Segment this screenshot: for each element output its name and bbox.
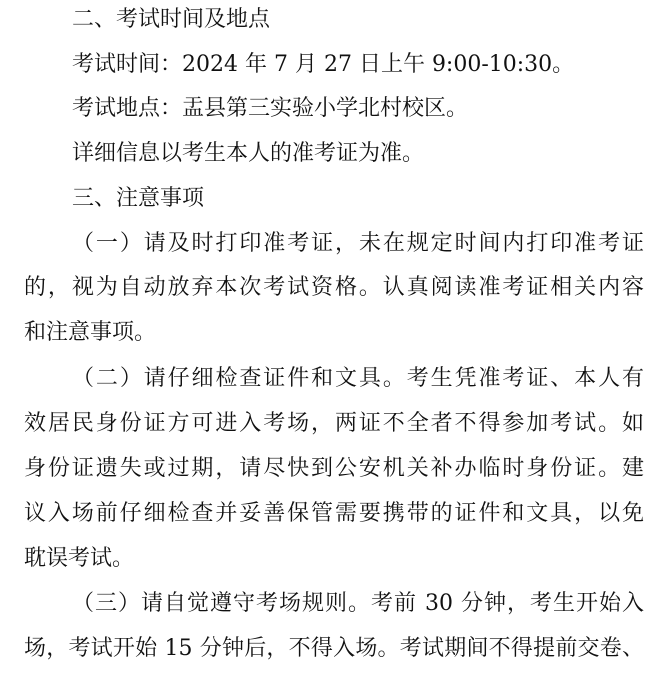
detail-note: 详细信息以考生本人的准考证为准。 — [72, 141, 425, 166]
section-three-heading: 三、注意事项 — [72, 186, 205, 211]
exam-place: 考试地点：盂县第三实验小学北村校区。 — [72, 96, 469, 121]
section-two-heading: 二、考试时间及地点 — [72, 7, 271, 32]
item2-line4: 议入场前仔细检查并妥善保管需要携带的证件和文具，以免 — [24, 501, 644, 526]
item2-line3: 身份证遗失或过期，请尽快到公安机关补办临时身份证。建 — [24, 456, 644, 481]
item1-line3: 和注意事项。 — [24, 320, 157, 345]
item1-line1: （一）请及时打印准考证，未在规定时间内打印准考证 — [72, 231, 644, 256]
item2-line1: （二）请仔细检查证件和文具。考生凭准考证、本人有 — [72, 366, 644, 391]
item2-line5: 耽误考试。 — [24, 546, 135, 571]
exam-time: 考试时间：2024 年 7 月 27 日上午 9:00-10:30。 — [72, 52, 575, 77]
item3-line1: （三）请自觉遵守考场规则。考前 30 分钟，考生开始入 — [72, 591, 644, 616]
item3-line2: 场，考试开始 15 分钟后，不得入场。考试期间不得提前交卷、 — [24, 636, 644, 661]
item1-line2: 的，视为自动放弃本次考试资格。认真阅读准考证相关内容 — [24, 275, 644, 300]
item2-line2: 效居民身份证方可进入考场，两证不全者不得参加考试。如 — [24, 411, 644, 436]
